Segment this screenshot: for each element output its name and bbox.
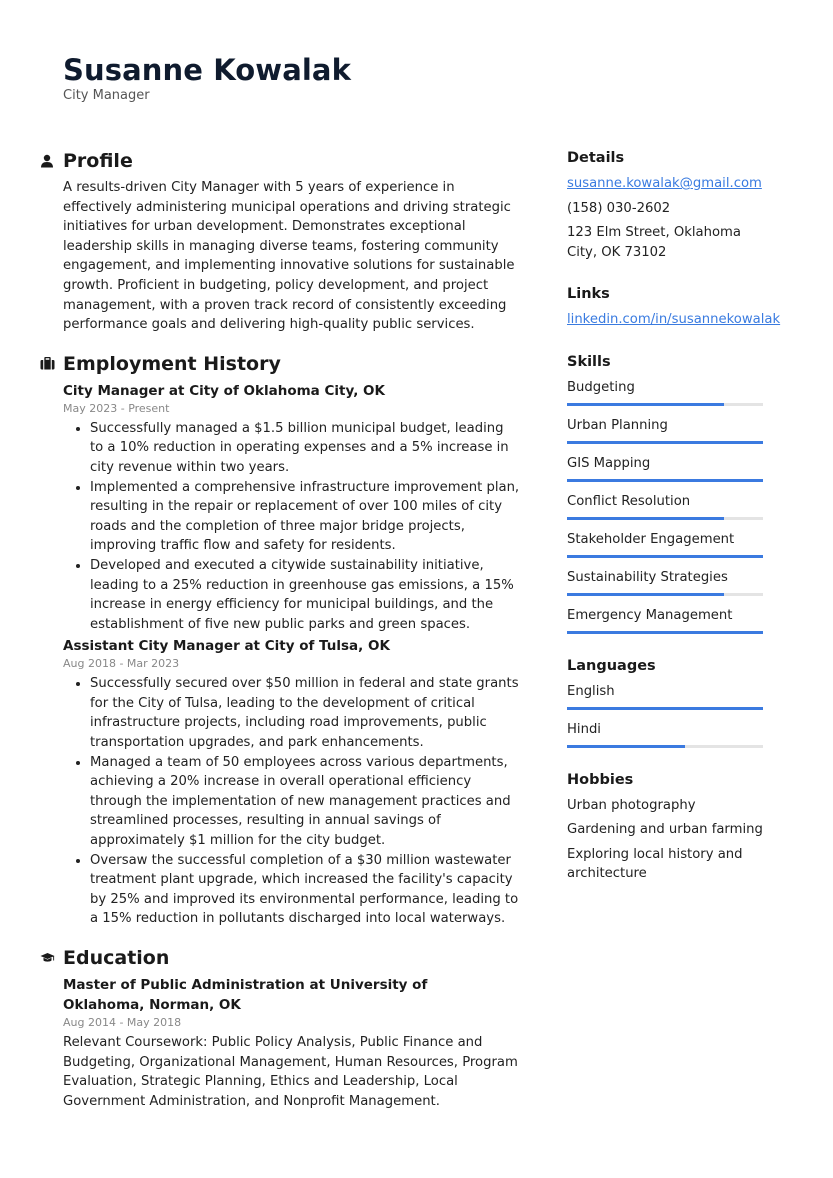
education-dates: Aug 2014 - May 2018: [63, 1016, 182, 1029]
skill-level-fill: [567, 631, 763, 634]
profile-text: A results-driven City Manager with 5 years of experience in effectively administering municipal operations and driving strategic initiatives for urban development. Demonstrates exceptional leadership skills in managing diverse teams, fostering community engagement, and implementing innovative solutions for sustainable growth. Proficient in budgeting, policy development, and project management, with a proven track record of consistently exceeding performance goals and delivering high-quality public services.: [63, 180, 515, 333]
skill-level-bar: [567, 555, 763, 558]
employment-section: [40, 351, 520, 929]
phone-number: (158) 030-2602: [567, 200, 671, 216]
skill-name: Urban Planning: [567, 417, 668, 433]
skill-level-bar: [567, 593, 763, 596]
job-dates: Aug 2018 - Mar 2023: [63, 657, 180, 671]
languages-section: [567, 656, 767, 748]
skill-name: Stakeholder Engagement: [567, 531, 735, 547]
profile-section: [40, 148, 520, 335]
language-level-bar: [567, 707, 763, 710]
graduation-cap-icon: [40, 952, 63, 964]
languages-list: [567, 682, 767, 748]
skill-item: [567, 454, 767, 482]
language-item: [567, 682, 767, 710]
skill-level-fill: [567, 555, 763, 558]
language-name: Hindi: [567, 721, 601, 737]
bullet-item: • Implemented a comprehensive infrastructure improvement plan, resulting in the repair or replacement of over 100 miles of city roads and the completion of three major bridge projects, improving traffic flow and safety for residents.: [90, 478, 520, 556]
job-entry: [40, 381, 520, 635]
job-entry: [40, 636, 520, 929]
language-item: [567, 720, 767, 748]
hobby-item: Gardening and urban farming: [567, 822, 763, 837]
education-text: Relevant Coursework: Public Policy Analysis, Public Finance and Budgeting, Organizational Management, Human Resources, Program Evaluation, Strategic Planning, Ethics and Leadership, Local Government Administration, and Nonprofit Management.: [63, 1035, 518, 1109]
sidebar-column: [567, 148, 781, 906]
language-level-fill: [567, 745, 685, 748]
links-heading: Links: [567, 286, 610, 302]
education-heading: Education: [63, 947, 170, 969]
education-header: [40, 945, 520, 971]
skills-list: [567, 378, 767, 634]
profile-heading: Profile: [63, 150, 133, 172]
skill-name: Conflict Resolution: [567, 493, 691, 509]
skill-item: [567, 530, 767, 558]
skill-level-fill: [567, 593, 724, 596]
skill-level-fill: [567, 403, 724, 406]
skill-name: GIS Mapping: [567, 455, 651, 471]
employment-header: [40, 351, 520, 377]
details-heading: Details: [567, 150, 625, 166]
bullet-item: • Oversaw the successful completion of a $30 million wastewater treatment plant upgrade, which increased the facility's capacity by 25% and improved its environmental performance, leading to a 15% reduction in pollutants discharged into local waterways.: [90, 851, 520, 929]
skill-name: Sustainability Strategies: [567, 569, 728, 585]
skill-level-fill: [567, 517, 724, 520]
skill-name: Emergency Management: [567, 607, 733, 623]
hobbies-section: [567, 770, 767, 884]
links-section: [567, 284, 781, 330]
education-section: [40, 945, 520, 1111]
hobbies-heading: Hobbies: [567, 771, 634, 788]
skill-level-bar: [567, 479, 763, 482]
job-dates: May 2023 - Present: [63, 401, 170, 415]
degree-title: Master of Public Administration at University of Oklahoma, Norman, OK: [63, 977, 428, 1013]
language-name: English: [567, 683, 615, 699]
job-bullets: [63, 419, 520, 635]
skill-level-fill: [567, 441, 763, 444]
hobby-item: Urban photography: [567, 797, 696, 813]
bullet-item: • Developed and executed a citywide sustainability initiative, leading to a 25% reduction in greenhouse gas emissions, a 15% increase in energy efficiency for municipal buildings, and the establishment of five new public parks and green spaces.: [90, 556, 520, 634]
bullet-item: • Successfully secured over $50 million in federal and state grants for the City of Tulsa, leading to the development of critical infrastructure projects, including road improvements, public transportation upgrades, and park enhancements.: [90, 674, 520, 752]
skill-item: [567, 606, 767, 634]
language-level-bar: [567, 745, 763, 748]
skill-item: [567, 492, 767, 520]
resume-header: [63, 52, 351, 104]
skill-item: [567, 416, 767, 444]
skill-level-bar: [567, 441, 763, 444]
skill-level-bar: [567, 403, 763, 406]
employment-heading: Employment History: [63, 352, 281, 375]
job-title: Assistant City Manager at City of Tulsa, OK: [63, 638, 390, 655]
skill-level-bar: [567, 631, 763, 634]
address: 123 Elm Street, Oklahoma City, OK 73102: [567, 225, 741, 260]
skill-name: Budgeting: [567, 379, 635, 395]
details-section: [567, 148, 767, 262]
language-level-fill: [567, 707, 763, 710]
hobby-item: Exploring local history and architecture: [567, 846, 743, 881]
candidate-name: Susanne Kowalak: [63, 53, 351, 87]
linkedin-link[interactable]: linkedin.com/in/susannekowalak: [567, 312, 781, 327]
skills-section: [567, 352, 767, 634]
email-link[interactable]: susanne.kowalak@gmail.com: [567, 176, 762, 191]
main-column: [40, 148, 520, 1127]
candidate-title: City Manager: [63, 88, 150, 103]
bullet-item: • Successfully managed a $1.5 billion municipal budget, leading to a 10% reduction in operating expenses and a 5% increase in city revenue within two years.: [90, 419, 520, 478]
profile-header: [40, 148, 520, 174]
job-title: City Manager at City of Oklahoma City, OK: [63, 382, 385, 399]
languages-heading: Languages: [567, 657, 656, 674]
skill-item: [567, 568, 767, 596]
job-bullets: [63, 674, 520, 929]
person-icon: [40, 154, 63, 168]
skill-level-fill: [567, 479, 763, 482]
bullet-item: • Managed a team of 50 employees across various departments, achieving a 20% increase in overall operational efficiency through the implementation of new management practices and streamlined processes, resulting in annual savings of approximately $1 million for the city budget.: [90, 753, 520, 851]
skill-item: [567, 378, 767, 406]
skills-heading: Skills: [567, 353, 611, 370]
briefcase-icon: [40, 357, 63, 370]
skill-level-bar: [567, 517, 763, 520]
